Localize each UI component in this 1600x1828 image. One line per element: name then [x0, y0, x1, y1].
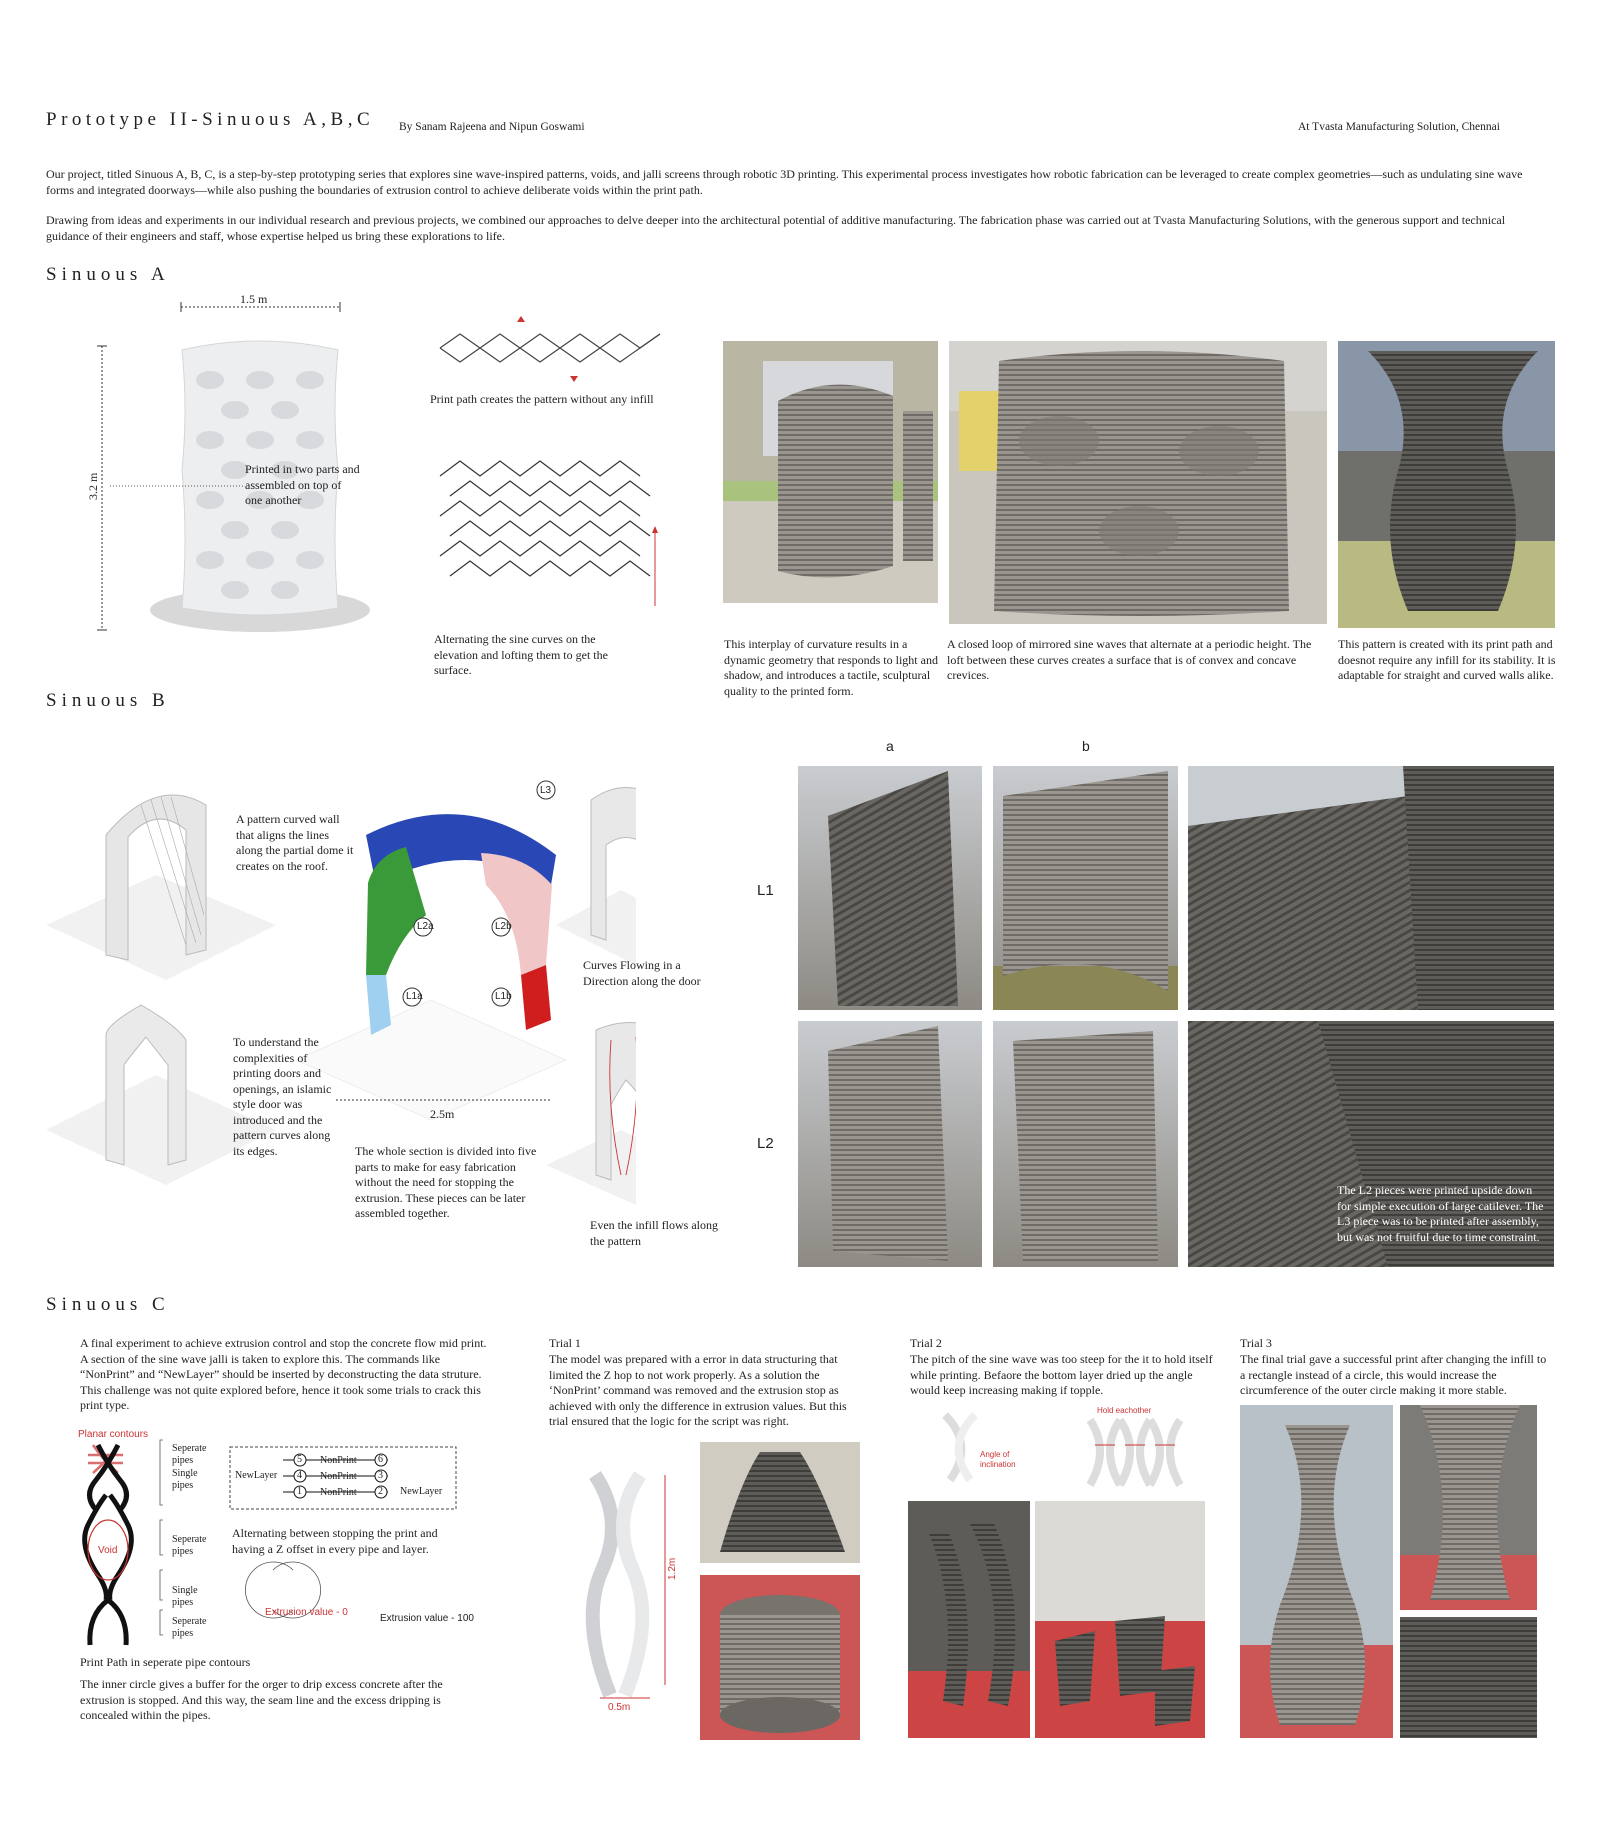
- tag-l3: L3: [540, 785, 552, 796]
- trial3-text: The final trial gave a successful print after changing the infill to a rectangle instead of a circle, this would increase the circumference of the outer circle making it more stable.: [1240, 1352, 1547, 1397]
- photo-b-l2-b: [993, 1021, 1178, 1267]
- num-3: 3: [378, 1470, 383, 1481]
- tag-l2b: L2b: [495, 921, 512, 932]
- num-6: 6: [378, 1454, 383, 1465]
- section-heading-b: Sinuous B: [46, 690, 170, 711]
- trial1-text: The model was prepared with a error in data structuring that limited the Z hop to not work properly. As a solution the ‘NonPrint’ command was removed and the extrusion stop as achieved with only the difference in extrusion values. But this trial ensured that the logic for the script was right.: [549, 1352, 847, 1428]
- note-islamic-door: To understand the complexities of printing doors and openings, an islamic style door was introduced and the pattern curves along its edges.: [233, 1035, 332, 1158]
- num-1: 1: [297, 1486, 302, 1497]
- photo-b-l1-b: [993, 766, 1178, 1010]
- caption-a-1: This interplay of curvature results in a dynamic geometry that responds to light and shadow, and introduces a tactile, sculptural quality to the printed form.: [724, 637, 938, 698]
- trial2-diagrams: [935, 1410, 1215, 1490]
- num-4: 4: [297, 1470, 302, 1481]
- photo-trial3-a: [1240, 1405, 1393, 1738]
- overlay-note-l2-l3: The L2 pieces were printed upside down for simple execution of large catilever. The L3 piece was to be printed after assembly, but was not fruitful due to time constraint.: [1337, 1183, 1544, 1244]
- section-heading-a: Sinuous A: [46, 264, 170, 285]
- note-alternating-stop: Alternating between stopping the print and having a Z offset in every pipe and layer.: [232, 1526, 438, 1556]
- note-alternating: Alternating the sine curves on the elevation and lofting them to get the surface.: [434, 632, 608, 677]
- note-infill-flows: Even the infill flows along the pattern: [590, 1218, 718, 1248]
- row-label-l1: L1: [757, 882, 774, 899]
- column-label-a: a: [886, 738, 894, 754]
- row-label-l2: L2: [757, 1135, 774, 1152]
- trial3-title: Trial 3: [1240, 1336, 1272, 1350]
- photo-sinuous-a-2: [949, 341, 1327, 624]
- note-print-path: Print path creates the pattern without any infill: [430, 392, 654, 406]
- trial1-title: Trial 1: [549, 1336, 581, 1350]
- dim-2-5m: 2.5m: [430, 1107, 455, 1121]
- print-path-diagrams: [430, 316, 670, 626]
- sinuous-c-intro: A final experiment to achieve extrusion control and stop the concrete flow mid print. A section of the sine wave jalli is taken to explore this. The commands like “NonPrint” and “NewLayer” should be inserted by deconstructing the data struture. This challenge was not quite explored before, hence it took some trials to crack this print type.: [80, 1336, 487, 1412]
- page-title: Prototype II-Sinuous A,B,C: [46, 109, 375, 130]
- label-hold: Hold eachother: [1097, 1406, 1152, 1415]
- label-pipes-2: Single pipes: [172, 1468, 198, 1491]
- label-newlayer-right: NewLayer: [400, 1486, 443, 1497]
- num-2: 2: [378, 1486, 383, 1497]
- dim-width: 1.5 m: [240, 292, 268, 306]
- dim-0-5m: 0.5m: [608, 1702, 631, 1713]
- label-pipes-1: Seperate pipes: [172, 1443, 207, 1466]
- tag-l1b: L1b: [495, 991, 512, 1002]
- tag-l2a: L2a: [417, 921, 434, 932]
- photo-trial2-b: [1035, 1501, 1205, 1738]
- note-curves-flowing: Curves Flowing in a Direction along the door: [583, 958, 701, 988]
- label-print-path: Print Path in seperate pipe contours: [80, 1655, 251, 1669]
- authors: By Sanam Rajeena and Nipun Goswami: [399, 121, 585, 133]
- label-planar-contours: Planar contours: [78, 1429, 149, 1440]
- label-extrusion-100: Extrusion value - 100: [380, 1613, 474, 1624]
- section-heading-c: Sinuous C: [46, 1294, 170, 1315]
- caption-a-2: A closed loop of mirrored sine waves that alternate at a periodic height. The loft between these curves creates a surface that is of convex and concave crevices.: [947, 637, 1312, 682]
- column-label-b: b: [1082, 738, 1090, 754]
- label-pipes-3: Seperate pipes: [172, 1534, 207, 1557]
- photo-b-l1-a: [798, 766, 982, 1010]
- note-five-parts: The whole section is divided into five parts to make for easy fabrication without the need for stopping the extrusion. These pieces can be later assembled together.: [355, 1144, 537, 1220]
- photo-sinuous-a-3: [1338, 341, 1555, 628]
- note-two-parts: Printed in two parts and assembled on top of one another: [245, 462, 360, 507]
- intro-paragraph-2: Drawing from ideas and experiments in our individual research and previous projects, we combined our approaches to delve deeper into the architectural potential of additive manufacturing. The fabrication phase was carried out at Tvasta Manufacturing Solutions, with the generous support and technical guidance of their engineers and staff, whose expertise helped us bring these explorations to life.: [46, 213, 1506, 243]
- caption-a-3: This pattern is created with its print path and doesnot require any infill for its stability. It is adaptable for straight and curved walls alike.: [1338, 637, 1556, 682]
- note-inner-circle: The inner circle gives a buffer for the orger to drip excess concrete after the extrusion is stopped. And this way, the seam line and the excess dripping is concealed within the pipes.: [80, 1677, 443, 1722]
- label-nonprint-3: NonPrint: [320, 1487, 357, 1498]
- label-nonprint-1: NonPrint: [320, 1455, 357, 1466]
- trial1-model-render: [580, 1470, 680, 1710]
- dim-1-2m: 1.2m: [667, 1557, 678, 1580]
- photo-trial3-b: [1400, 1405, 1537, 1610]
- dim-height: 3.2 m: [86, 472, 100, 500]
- label-nonprint-2: NonPrint: [320, 1471, 357, 1482]
- photo-trial3-c: [1400, 1617, 1537, 1738]
- label-pipes-5: Seperate pipes: [172, 1616, 207, 1639]
- label-angle: Angle of inclination: [980, 1450, 1016, 1469]
- photo-b-l1-closeup: [1188, 766, 1554, 1010]
- location: At Tvasta Manufacturing Solution, Chennai: [1298, 121, 1500, 133]
- trial2-title: Trial 2: [910, 1336, 942, 1350]
- photo-trial2-a: [908, 1501, 1030, 1738]
- tag-l1a: L1a: [406, 991, 423, 1002]
- photo-trial1-b: [700, 1575, 860, 1740]
- trial2-text: The pitch of the sine wave was too steep for the it to hold itself while printing. Befaore the bottom layer dried up the angle would keep increasing making if topple.: [910, 1352, 1213, 1397]
- intro-paragraph-1: Our project, titled Sinuous A, B, C, is a step-by-step prototyping series that explores sine wave-inspired patterns, voids, and jalli screens through robotic 3D printing. This experimental process investigates how robotic fabrication can be leveraged to create complex geometries—such as undulating sine wave forms and integrated doorways—while also pushing the boundaries of extrusion control to achieve deliberate voids within the print path.: [46, 167, 1523, 197]
- photo-sinuous-a-1: [723, 341, 938, 603]
- note-curved-wall: A pattern curved wall that aligns the lines along the partial dome it creates on the roof.: [236, 812, 354, 873]
- photo-b-l2-a: [798, 1021, 982, 1267]
- label-void: Void: [98, 1545, 118, 1556]
- photo-trial1-a: [700, 1442, 860, 1563]
- label-newlayer-left: NewLayer: [235, 1470, 278, 1481]
- num-5: 5: [297, 1454, 302, 1465]
- label-extrusion-0: Extrusion value - 0: [265, 1607, 348, 1618]
- label-pipes-4: Single pipes: [172, 1585, 198, 1608]
